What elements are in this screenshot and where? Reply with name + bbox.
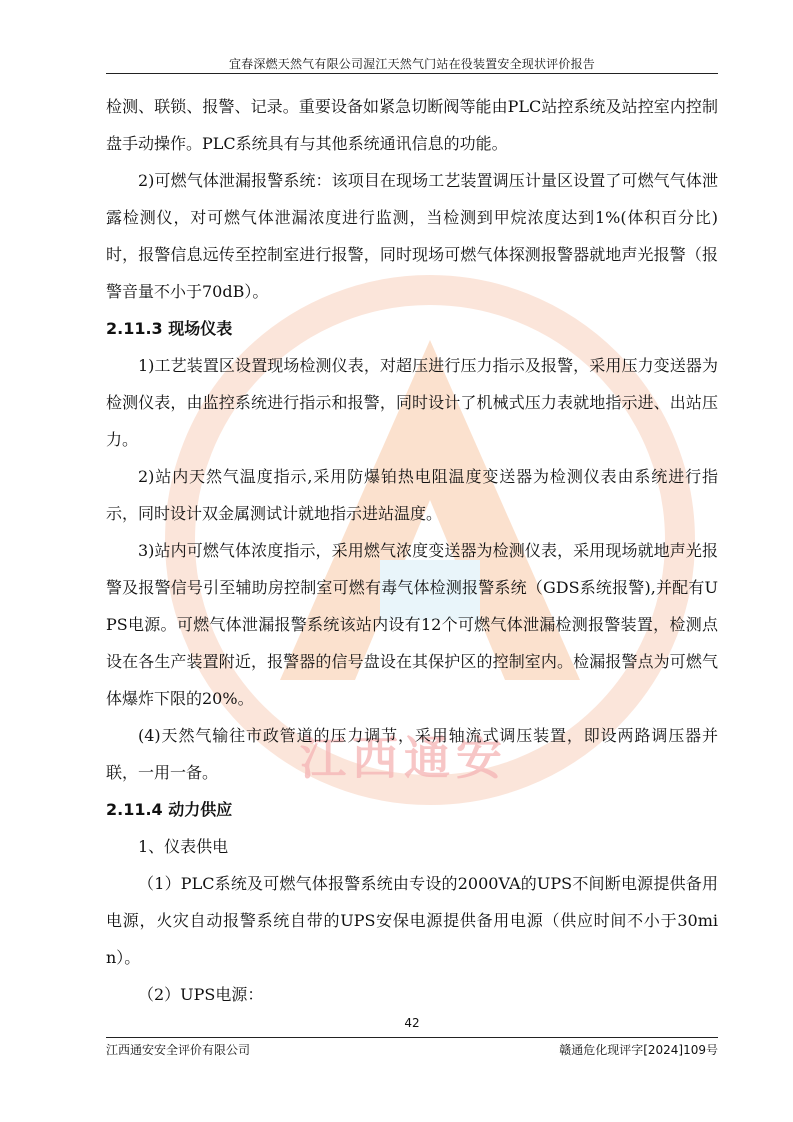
paragraph-gas-concentration: 3)站内可燃气体浓度指示，采用燃气浓度变送器为检测仪表，采用现场就地声光报警及报警信号引至辅助房控制室可燃有毒气体检测报警系统（GDS系统报警),并配有UPS电源。可燃气体泄漏报警系统该站内设有12个可燃气体泄漏检测报警装置，检测点设在各生产装置附近，报警器的信号盘设在其保护区的控制室内。检漏报警点为可燃气体爆炸下限的20%。 — [106, 541, 718, 708]
section-heading-field-instruments: 2.11.3 现场仪表 — [106, 319, 233, 338]
paragraph-pressure-instruments: 1)工艺装置区设置现场检测仪表，对超压进行压力指示及报警，采用压力变送器为检测仪表，由监控系统进行指示和报警，同时设计了机械式压力表就地指示进、出站压力。 — [106, 356, 718, 449]
page-number: 42 — [404, 1016, 420, 1030]
watermark-text: 江西通安 — [300, 731, 508, 785]
paragraph-pressure-regulation: (4)天然气输往市政管道的压力调节，采用轴流式调压装置，即设两路调压器并联，一用一备。 — [106, 726, 718, 782]
document-body — [106, 88, 718, 1013]
footer-company-name: 江西通安安全评价有限公司 — [106, 1043, 251, 1057]
section-heading-power-supply: 2.11.4 动力供应 — [106, 800, 233, 819]
page-header-title: 宜春深燃天然气有限公司渥江天然气门站在役装置安全现状评价报告 — [228, 57, 595, 71]
paragraph-temperature-indication: 2)站内天然气温度指示,采用防爆铂热电阻温度变送器为检测仪表由系统进行指示，同时设计双金属测试计就地指示进站温度。 — [106, 467, 718, 523]
paragraph-ups-power: （2）UPS电源： — [138, 985, 264, 1004]
paragraph-instrument-power: 1、仪表供电 — [138, 837, 229, 856]
paragraph-ups-backup: （1）PLC系统及可燃气体报警系统由专设的2000VA的UPS不间断电源提供备用电源，火灾自动报警系统自带的UPS安保电源提供备用电源（供应时间不小于30min）。 — [106, 874, 718, 967]
footer-divider — [106, 1037, 718, 1038]
paragraph-plc-control: 检测、联锁、报警、记录。重要设备如紧急切断阀等能由PLC站控系统及站控室内控制盘手动操作。PLC系统具有与其他系统通讯信息的功能。 — [106, 97, 718, 153]
footer-report-number: 赣通危化现评字[2024]109号 — [559, 1043, 718, 1057]
paragraph-gas-leak-alarm: 2)可燃气体泄漏报警系统：该项目在现场工艺装置调压计量区设置了可燃气气体泄露检测仪，对可燃气体泄漏浓度进行监测，当检测到甲烷浓度达到1%(体积百分比)时，报警信息远传至控制室进行报警，同时现场可燃气体探测报警器就地声光报警（报警音量不小于70dB）。 — [106, 171, 718, 301]
header-divider — [106, 73, 718, 74]
